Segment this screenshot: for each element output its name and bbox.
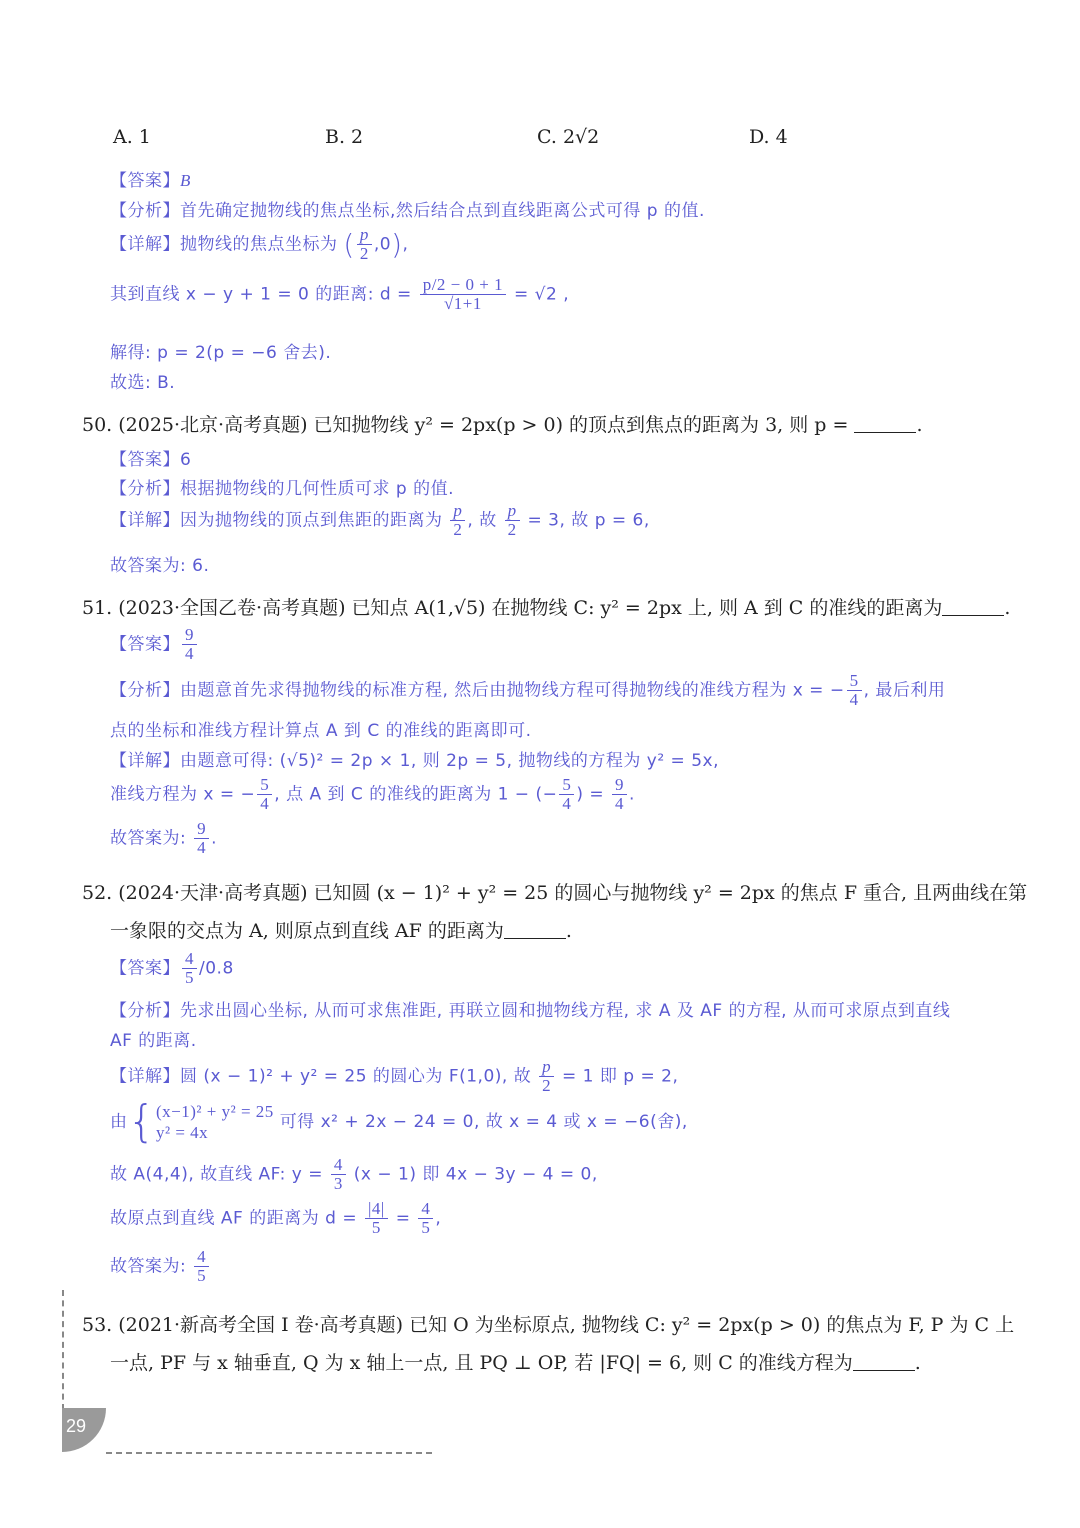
q52-distance: 故原点到直线 AF 的距离为 d = $\frac{|4|}{5}$ = $\frac{4}{5}$ , [110, 1199, 442, 1237]
q51-final: 故答案为: $\frac{9}{4}$ . [110, 819, 218, 857]
answer-blank [853, 1352, 915, 1371]
distance-fraction: $\frac{|4|}{5}$ [365, 1200, 388, 1237]
choice-a: A. 1 [113, 126, 151, 148]
equation-system: (x−1)² + y² = 25 y² = 4x [156, 1101, 274, 1142]
choice-b: B. 2 [325, 126, 364, 148]
q49-answer [110, 166, 191, 191]
fraction-p-over-2-b: $\frac{p}{2}$ [505, 502, 520, 539]
detail-tag: 【详解】 [110, 234, 180, 255]
q53-stem-1: 53. (2021·新高考全国 Ⅰ 卷·高考真题) 已知 O 为坐标原点, 抛物线 C: y² = 2px(p > 0) 的焦点为 F, P 为 C 上 [82, 1314, 1015, 1336]
q52-analysis-1: 【分析】先求出圆心坐标, 从而可求焦准距, 再联立圆和抛物线方程, 求 A 及 AF 的方程, 从而可求原点到直线 [110, 1001, 951, 1021]
detail-text: 抛物线的焦点坐标为 [180, 234, 338, 255]
analysis-fraction: $\frac{5}{4}$ [847, 672, 862, 709]
q51-detail-2: 准线方程为 x = − $\frac{5}{4}$ , 点 A 到 C 的准线的距离为 1 − (− $\frac{5}{4}$ ) = $\frac{9}{4}$ . [110, 775, 635, 813]
answer-value: 6 [180, 450, 192, 470]
page-number: 29 [66, 1416, 87, 1436]
q50-analysis: 【分析】根据抛物线的几何性质可求 p 的值. [110, 479, 455, 499]
q52-system: 由{ (x−1)² + y² = 25 y² = 4x 可得 x² + 2x − 24 = 0, 故 x = 4 或 x = −6(舍), [110, 1096, 688, 1147]
q52-stem-1: 52. (2024·天津·高考真题) 已知圆 (x − 1)² + y² = 25 的圆心与抛物线 y² = 2px 的焦点 F 重合, 且两曲线在第 [82, 882, 1028, 904]
slope-fraction: $\frac{4}{3}$ [331, 1156, 346, 1193]
q52-detail-1: 【详解】圆 (x − 1)² + y² = 25 的圆心为 F(1,0), 故 $\frac{p}{2}$ = 1 即 p = 2, [110, 1057, 679, 1095]
focus-rest: ,0 [373, 234, 392, 255]
answer-fraction: $\frac{9}{4}$ [182, 626, 197, 663]
choice-c-label: C. 2 [537, 126, 576, 148]
q53-stem-2: 一点, PF 与 x 轴垂直, Q 为 x 轴上一点, 且 PQ ⊥ OP, 若 |FQ| = 6, 则 C 的准线方程为 . [110, 1352, 921, 1374]
q50-answer: 【答案】6 [110, 450, 192, 470]
q49-detail-3: 解得: p = 2(p = −6 舍去). [110, 343, 332, 363]
q52-analysis-2: AF 的距离. [110, 1031, 197, 1051]
q51-detail-1: 【详解】由题意可得: (√5)² = 2p × 1, 则 2p = 5, 抛物线的方程为 y² = 5x, [110, 751, 719, 771]
answer-blank [942, 597, 1004, 616]
final-fraction: $\frac{4}{5}$ [194, 1248, 209, 1285]
q50-final: 故答案为: 6. [110, 556, 210, 576]
q52-stem-2: 一象限的交点为 A, 则原点到直线 AF 的距离为 . [110, 920, 572, 942]
choice-d: D. 4 [749, 126, 788, 148]
page-border-horizontal [106, 1452, 432, 1454]
distance-text: 其到直线 x − y + 1 = 0 的距离: d = [110, 284, 412, 305]
q49-analysis [110, 196, 705, 221]
q52-answer: 【答案】 $\frac{4}{5}$ /0.8 [110, 949, 234, 987]
q51-analysis: 【分析】由题意首先求得抛物线的标准方程, 然后由抛物线方程可得抛物线的准线方程为 x = − $\frac{5}{4}$ , 最后利用 [110, 671, 946, 709]
analysis-text: 首先确定抛物线的焦点坐标,然后结合点到直线距离公式可得 p 的值. [180, 201, 705, 221]
answer-tag: 【答案】 [110, 171, 180, 191]
choice-c [537, 126, 599, 148]
q49-detail-4: 故选: B. [110, 373, 176, 393]
distance-fraction: $\frac{p/2 - 0 + 1}{√1+1}$ [420, 276, 506, 313]
analysis-tag: 【分析】 [110, 201, 180, 221]
q51-analysis-2: 点的坐标和准线方程计算点 A 到 C 的准线的距离即可. [110, 721, 532, 741]
answer-value: B [180, 171, 191, 190]
choice-c-radical: √2 [575, 126, 600, 148]
answer-blank [504, 920, 566, 939]
page-border-vertical [62, 1290, 64, 1410]
focus-fraction: $\frac{p}{2}$ [357, 226, 372, 263]
analysis-text: 根据抛物线的几何性质可求 p 的值. [180, 479, 455, 499]
distance-result: = √2 , [514, 284, 570, 305]
fraction-p-over-2: $\frac{p}{2}$ [450, 502, 465, 539]
q51-stem: 51. (2023·全国乙卷·高考真题) 已知点 A(1,√5) 在抛物线 C: y² = 2px 上, 则 A 到 C 的准线的距离为 . [82, 597, 1011, 619]
answer-fraction: $\frac{4}{5}$ [182, 950, 197, 987]
fraction-p-over-2: $\frac{p}{2}$ [539, 1058, 554, 1095]
q52-final: 故答案为: $\frac{4}{5}$ [110, 1248, 211, 1285]
result-fraction: $\frac{9}{4}$ [612, 776, 627, 813]
answer-blank [854, 414, 916, 433]
q50-stem: 50. (2025·北京·高考真题) 已知抛物线 y² = 2px(p > 0) 的顶点到焦点的距离为 3, 则 p = . [82, 414, 923, 436]
q49-detail-2 [110, 276, 569, 313]
q49-detail-1: 【详解】抛物线的焦点坐标为 ( $\frac{p}{2}$ ,0), [110, 225, 409, 263]
q51-answer: 【答案】 $\frac{9}{4}$ [110, 626, 199, 663]
final-fraction: $\frac{9}{4}$ [194, 820, 209, 857]
q50-detail: 【详解】因为抛物线的顶点到焦距的距离为 $\frac{p}{2}$ , 故 $\frac{p}{2}$ = 3, 故 p = 6, [110, 501, 650, 539]
q52-line-af: 故 A(4,4), 故直线 AF: y = $\frac{4}{3}$ (x − 1) 即 4x − 3y − 4 = 0, [110, 1155, 598, 1193]
